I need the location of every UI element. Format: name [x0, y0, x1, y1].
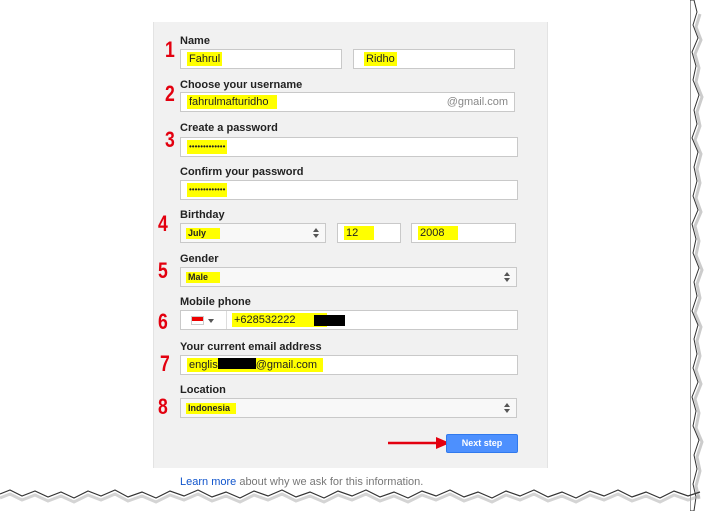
first-name-value: Fahrul [189, 53, 221, 65]
location-select[interactable] [180, 398, 517, 418]
updown-arrow-icon [313, 227, 319, 239]
current-email-input[interactable] [180, 355, 518, 375]
username-label: Choose your username [180, 79, 303, 91]
torn-edge-right [690, 0, 711, 511]
annotation-3: 3 [165, 127, 175, 152]
birth-day-value: 12 [344, 226, 374, 240]
birth-month-value: July [186, 228, 220, 239]
birth-month-select[interactable] [180, 223, 326, 243]
annotation-5: 5 [158, 258, 168, 283]
gender-value: Male [186, 272, 220, 283]
gender-select[interactable] [180, 267, 517, 287]
indonesia-flag-icon[interactable] [191, 316, 204, 325]
annotation-4: 4 [158, 211, 168, 236]
mobile-phone-value: +628532222 [232, 313, 327, 327]
confirm-password-label: Confirm your password [180, 166, 304, 178]
updown-arrow-icon [504, 271, 510, 283]
mobile-phone-label: Mobile phone [180, 296, 251, 308]
birth-year-value: 2008 [418, 226, 458, 240]
red-arrow-icon [388, 436, 450, 450]
current-email-label: Your current email address [180, 341, 322, 353]
current-email-prefix: englis @gmail.com [187, 358, 323, 372]
username-input[interactable] [180, 92, 515, 112]
annotation-6: 6 [158, 309, 168, 334]
torn-edge-bottom [0, 488, 711, 511]
last-name-value: Ridho [366, 53, 395, 65]
annotation-1: 1 [165, 37, 175, 62]
birthday-label: Birthday [180, 209, 225, 221]
username-suffix: @gmail.com [446, 96, 508, 108]
location-value: Indonesia [186, 403, 236, 414]
redaction-bar [218, 358, 256, 369]
first-name-input[interactable] [180, 49, 342, 69]
mobile-phone-input[interactable] [180, 310, 518, 330]
chevron-down-icon[interactable] [208, 319, 214, 323]
confirm-password-value: ••••••••••••• [187, 183, 227, 197]
birth-day-input[interactable] [337, 223, 401, 243]
gender-label: Gender [180, 253, 219, 265]
redaction-bar [314, 315, 345, 326]
footer-text: about why we ask for this information. [236, 476, 424, 488]
name-label: Name [180, 35, 210, 47]
confirm-password-input[interactable] [180, 180, 518, 200]
birth-year-input[interactable] [411, 223, 516, 243]
last-name-input[interactable] [353, 49, 515, 69]
password-label: Create a password [180, 122, 278, 134]
password-input[interactable] [180, 137, 518, 157]
learn-more-link[interactable]: Learn more [180, 476, 237, 488]
updown-arrow-icon [504, 402, 510, 414]
footer-info [180, 476, 423, 488]
annotation-2: 2 [165, 81, 175, 106]
annotation-8: 8 [158, 394, 168, 419]
next-step-button[interactable]: Next step [446, 434, 518, 453]
username-value: fahrulmafturidho [187, 95, 277, 109]
annotation-7: 7 [160, 351, 170, 376]
location-label: Location [180, 384, 226, 396]
password-value: ••••••••••••• [187, 140, 227, 154]
